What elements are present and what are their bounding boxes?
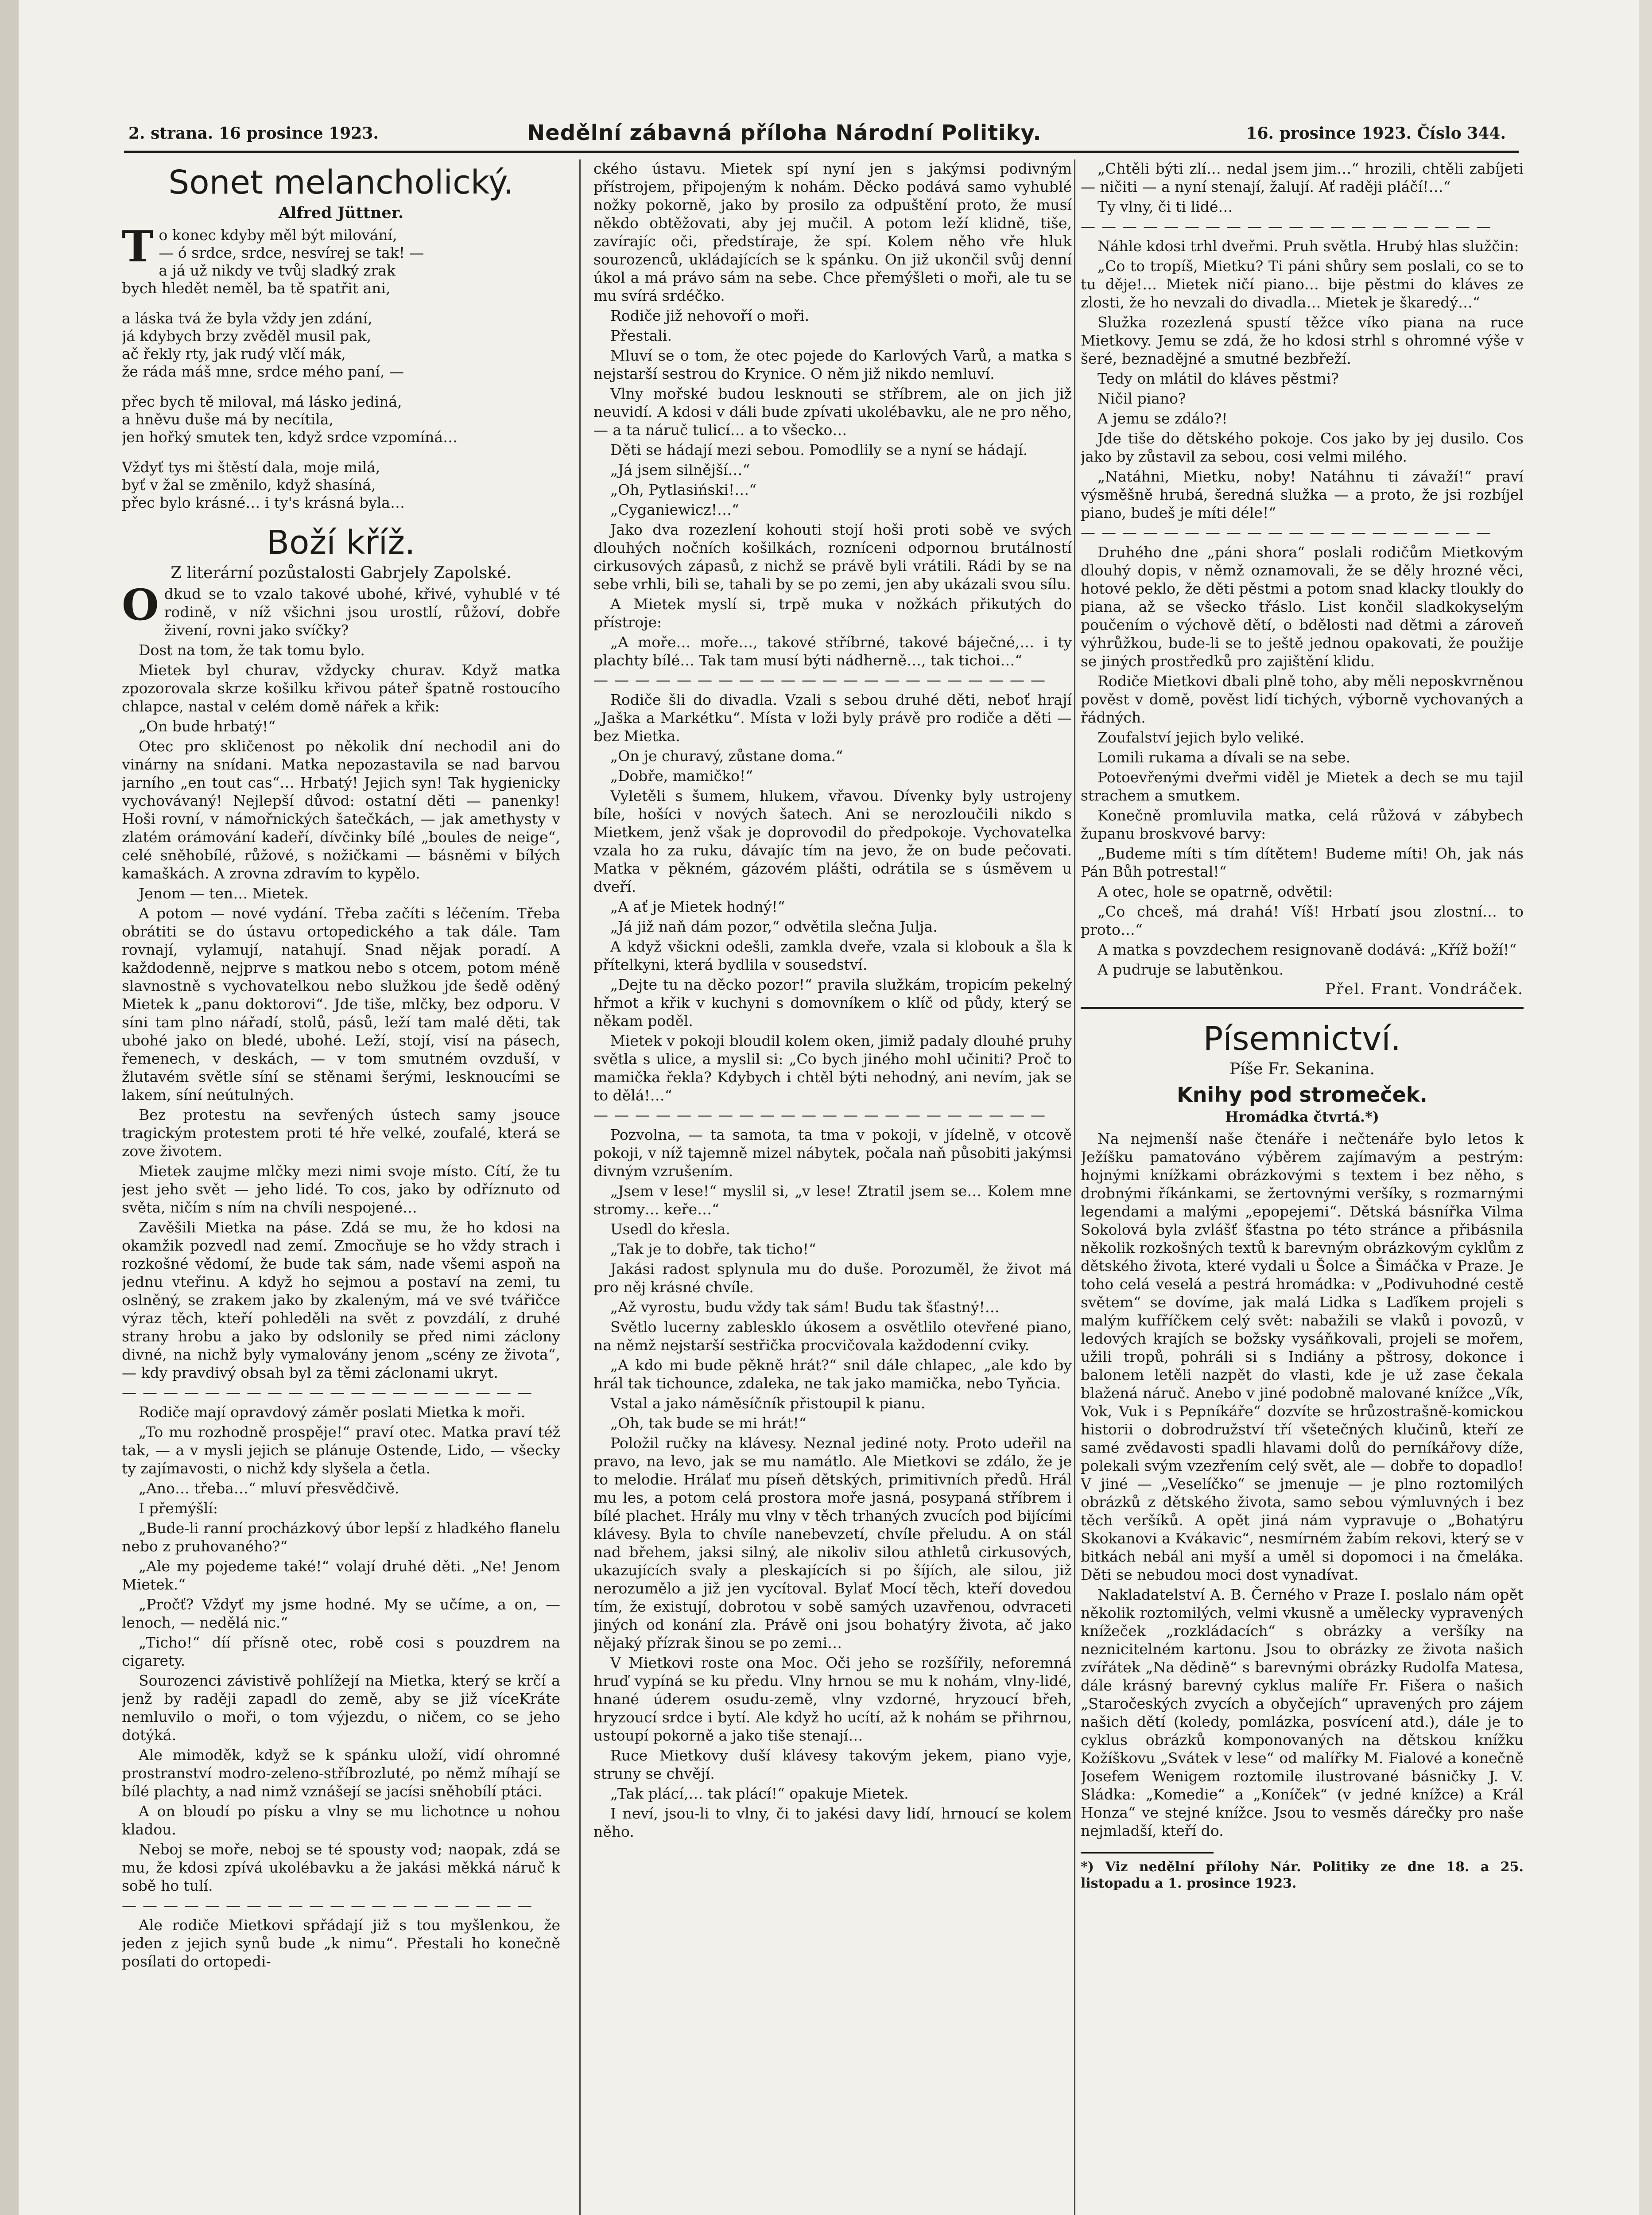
story-paragraph: I neví, jsou-li to vlny, či to jakési davy lidí, hrnoucí se kolem něho. [593,1805,1072,1840]
section-break: —————————————————————— [593,1106,1051,1123]
story-paragraph: A on bloudí po písku a vlny se mu lichotnce u nohou kladou. [122,1803,560,1838]
story-paragraph: Ničil piano? [1097,390,1186,407]
story-paragraph: Tedy on mlátil do kláves pěstmi? [1097,370,1339,387]
story-paragraph: Jako dva rozezlení kohouti stojí hoši proti sobě ve svých dlouhých nočních košilkách, rozníceni odpornou brutálností cirkusových zápasů, z nichž se právě byli vrátili. Rádi by se na sebe vrhli, bili se, tahali by se po zemi, jen aby ukázali svou sílu. [593,521,1072,593]
story-paragraph: Děti se hádají mezi sebou. Pomodlily se a nyní se hádají. [610,441,1028,459]
story-paragraph: Rodiče mají opravdový záměr poslati Mietka k moři. [139,1403,526,1421]
section-break: ———————————————————— [122,1383,538,1401]
section-break: ———————————————————— [122,1896,538,1914]
sonnet-body [122,222,560,512]
story-paragraph: Druhého dne „páni shora“ poslali rodičům Mietkovým dlouhý dopis, v němž oznamovali, že se děly hrozné věci, hotové peklo, že děti pěstmi a potom snad klacky tloukly do piana, až se všecko třáslo. List končil sladkokyselým poučením o výchově dětí, o bdělosti nad dětmi a zároveň výhrůžkou, bude-li se to ještě jednou opakovati, že použije se jiných prostředků pro zajištění klidu. [1081,544,1524,670]
story-paragraph: A potom — nové vydání. Třeba začíti s léčením. Třeba obrátiti se do ústavu ortopedického a tak dále. Tam rovnají, vylamují, natahují. Snad nějak poradí. A každodenně, nejprve s matkou nebo s otcem, potom méně slavnostně s vychovatelkou nebo služkou jde šedě oděný Mietek k „panu doktorovi“. Jde tiše, mlčky, bez odporu. V síni tam plno nářadí, stolů, pásů, leží tam malé děti, tak ubohé jako on bledé, ubohé. Leží, stojí, visí na pásech, řemenech, v deskách, — v tom smutném ovzduší, v žlutavém světle síní se stěnami šerými, lesknoucími se lakem, síní neútulných. [122,905,560,1104]
header-publication-title: Nedělní zábavná příloha Národní Politiky. [527,120,1042,145]
story-paragraph: „Pročť? Vždyť my jsme hodné. My se učíme, a on, — lenoch, — nedělá nic.“ [122,1596,560,1631]
sonnet-stanza: a láska tvá že byla vždy jen zdání, já kdybych brzy zvěděl musil pak, ač řekly rty, jak rudý vlčí mák, že ráda máš mne, srdce mého paní, — [122,310,404,380]
story-paragraph: Světlo lucerny zablesklo úkosem a osvětlilo otevřené piano, na němž nejstarší sestřička procvičovala každodenní cviky. [593,1318,1072,1354]
story-paragraph: Lomili rukama a dívali se na sebe. [1097,749,1351,766]
story-paragraph: V Mietkovi roste ona Moc. Oči jeho se rozšířily, neforemná hruď vypíná se ku předu. Vlny hrnou se mu k nohám, vlny-lidé, hnané úderem osudu-země, vlny vzdorné, hryzoucí břeh, hryzoucí srdce i bytí. Ale když ho ucítí, až k nohám se přihrnou, ustoupí pokorně a jako tiše stenají… [593,1654,1072,1744]
sonnet-stanza: přec bych tě miloval, má lásko jediná, a hněvu duše má by necítila, jen hořký smutek ten, když srdce vzpomíná… [122,393,458,446]
story-paragraph: Rodiče již nehovoří o moři. [610,307,810,324]
section-break: —————————————————————— [593,671,1051,688]
story-dropcap: O [122,580,159,630]
story-paragraph: Otec pro skličenost po několik dní nechodil ani do vinárny na snídani. Matka nepozastavila se nad barvou jarního „en tout cas“… Hrbatý! Jejich syn! Tak hygienicky vychovávaný! Nejlepší důvod: ostatní děti — panenky! Hoši rovní, v námořnických šatečkách, — jak amethysty v zlatém orámování kadeří, dívčinky bílé „boules de neige“, celé sněhobílé, růžové, s nožičkami — básněmi v bílých kamaškách. A zrovna zdravím to kypělo. [122,738,560,882]
story-paragraph: Mluví se o tom, že otec pojede do Karlových Varů, a matka s nejstarší sestrou do Krynice. O něm již nikdo nemluví. [593,347,1072,382]
story-paragraph: Ale rodiče Mietkovi spřádají již s tou myšlenkou, že jeden z jejich synů bude „k nimu“. Přestali ho konečně posílati do ortopedi- [122,1916,560,1970]
story-paragraph: „Tak plácí,… tak plácí!“ opakuje Mietek. [610,1785,909,1802]
story-paragraph: „Ticho!“ díí přísně otec, robě cosi s pouzdrem na cigarety. [122,1634,560,1669]
section-break: ———————————————————— [1081,524,1497,541]
story-paragraph: A otec, hole se opatrně, odvětil: [1097,883,1333,900]
story-paragraph: „Tak je to dobře, tak ticho!“ [610,1240,816,1258]
literature-paragraph: Nakladatelství A. B. Černého v Praze I. poslalo nám opět několik roztomilých, velmi vkusně a umělecky vypravených knížeček „rozkládacích“ s obrázky a veršíky na neznicitelném kartonu. Jsou to obrázky ze života našich zvířátek „Na dědině“ s barevnými obrázky Rudolfa Matesa, dále krásný barevný cyklus malíře Fr. Fišera o našich „Staročeských zvycích a obyčejích“ upravených pro zájem našich dětí (koledy, pomlázka, posvícení atd.), dále je to cyklus obrázků komponovaných na dětskou knížku Kožíškovu „Svátek v lese“ od malířky M. Fialové a konečně Josefem Wenigem roztomile ilustrované básničky J. V. Sládka: „Komedie“ a „Koníček“ (v jedné knížce) a Král Honza“ ve stejné knížce. Jsou to vesměs dárečky pro naše nejmladší, kteří do. [1081,1586,1524,1839]
scan-edge-left [0,0,19,2215]
literature-author: Píše Fr. Sekanina. [1229,1060,1375,1078]
section-rule [1081,1007,1524,1009]
story-paragraph: Ty vlny, či ti lidé… [1097,198,1233,215]
story-paragraph: Mietek zaujme mlčky mezi nimi svoje místo. Cítí, že tu jest jeho svět — jeho lidé. To cos, jako by odříznuto od světa, ničím s ním na chvíli nespojené… [122,1162,560,1216]
story-source: Z literární pozůstalosti Gabrjely Zapolské. [171,564,512,582]
story-paragraph: Služka rozezlená spustí těžce víko piana na ruce Mietkovy. Jemu se zdá, že ho kdosi strhl s ohromné výše v šeré, beznadějné a smutné bezbřeží. [1081,314,1524,367]
story-paragraph: Jde tiše do dětského pokoje. Cos jako by jej dusilo. Cos jako by zůstavil za sebou, cosi velmi milého. [1081,430,1524,465]
scan-edge-right [1639,0,1652,2215]
story-paragraph: Vlny mořské budou lesknouti se stříbrem, ale on jich již neuvidí. A kdosi v dáli bude zpívati ukolébavku, ale ne pro něho, — a ta náruč tulicí… a to všecko… [593,385,1072,439]
story-paragraph: A matka s povzdechem resignovaně dodává: „Kříž boží!“ [1097,941,1517,958]
story-paragraph: „Oh, Pytlasiński!…“ [610,481,757,498]
story-paragraph: „Dejte tu na děcko pozor!“ pravila služkám, tropicím pekelný hřmot a křik v kuchyni s domovníkem o klíč od půdy, který se někam poděl. [593,976,1072,1030]
column-2 [593,159,1072,2215]
story-paragraph: „A kdo mi bude pěkně hrát?“ snil dále chlapec, „ale kdo by hrál tak tichounce, zdaleka, ne tak jako mamička, nebo Tyňcia. [593,1356,1072,1392]
story-paragraph: Mietek byl churav, vždycky churav. Když matka zpozorovala skrze košilku křivou páteř špatně rostoucího chlapce, nastal v celém domě nářek a křik: [122,661,560,715]
sonnet-dropcap: T [122,222,154,272]
story-paragraph: „Oh, tak bude se mi hrát!“ [610,1414,807,1432]
header-issue-info: 16. prosince 1923. Číslo 344. [1246,124,1506,143]
column-divider [579,159,581,2215]
sonnet-author: Alfred Jüttner. [278,204,404,222]
story-paragraph: „Natáhni, Mietku, noby! Natáhnu ti závaží!“ praví výsměšně hrubá, šeredná služka — a proto, že jsi rozbíjel piano, budeš je míti déle!“ [1081,468,1524,521]
story-paragraph: Potoevřenými dveřmi viděl je Mietek a dech se mu tajil strachem a smutkem. [1081,769,1524,804]
story-paragraph: Zavěšili Mietka na páse. Zdá se mu, že ho kdosi na okamžik pozvedl nad zemí. Zmocňuje se ho vždy strach i rozkošné vědomí, že bude tak sám, nade všemi aspoň na jednu vteřinu. A když ho sejmou a postaví na zemi, tu oslněný, se zrakem jako by zkaleným, má ve své tvářičce výraz těch, kteří pohleděli na svět z povzdálí, z druhé strany hrobu a jako by odslonily se před nimi záclony divné, na nichž byly vymalovány jenom „scény ze života“, — kdy pravdivý obsah byl za těmi záclonami ukryt. [122,1219,560,1381]
story-paragraph: Vstal a jako náměsíčník přistoupil k pianu. [610,1395,926,1412]
story-paragraph: „To mu rozhodně prospěje!“ praví otec. Matka praví též tak, — a v mysli jejich se plánuje Ostende, Lido, — všecky ty zajímavosti, o nichž kdy slyšela a četla. [122,1423,560,1477]
story-paragraph: Přestali. [610,327,672,344]
story-paragraph: I přemýšlí: [139,1500,218,1517]
literature-subheading: Hromádka čtvrtá.*) [1225,1108,1379,1125]
literature-paragraph: Na nejmenší naše čtenáře i nečtenáře bylo letos k Ježíšku pamatováno výběrem zajímavým a pestrým: hojnými knížkami obrázkovými s textem i bez něho, s drobnými říkánkami, se žertovnými veršíky, s rozmarnými legendami a malými „epopejemi“. Dětská básnířka Vilma Sokolová byla zvlášť šťastna po této stránce a přibásnila několik rozkošných textů k barevným obrázkovým cyklům z dětského života, které vydali u Šolce a Šimáčka v Praze. Je toho celá veselá a pestrá hromádka: v „Podivuhodné cestě světem“ se dovíme, jak malá Lidka s Laďíkem projeli s malým kufříčkem celý svět: nabažili se vlaků i povozů, v ledových krajích se božsky vysáňkovali, projeli se mořem, užili tropů, pohráli si s Indiány a pštrosy, dokonce i balonem letěli nazpět do vlasti, kde je už zase čekala blažená náruč. Anebo v jiné podobně malované knížce „Vík, Vok, Vuk i s Pepníkáře“ dozvíte se hrůzostrašně-komickou historii o dobrodružství tří všetečných klučinů, kteří ze samé zvědavosti spadli hlavami dolů do perníkářovy díže, polekali svým vzezřením celý svět, ale — dobře to dopadlo! V jiné — „Veselíčko“ se jmenuje — je plno roztomilých obrázků z dětského života, samo sebou výmluvných i bez těch veršíků. A opět jiná nám vypravuje o „Bohatýru Skokanovi a Kvákavic“, nesmírném žabím rekovi, který se v bitkách nebál ani myší a uměl si dopomoci i na čmeláka. Děti se nebudou moci dost vynadívat. [1081,1130,1524,1583]
story-paragraph: Ale mimoděk, když se k spánku uloží, vidí ohromné prostranství modro-zeleno-stříbrozluté, po němž míhají se bílé plachty, a nad nimž vznášejí se jacísi sněhobílí ptáci. [122,1746,560,1800]
story-paragraph: Rodiče Mietkovi dbali plně toho, aby měli neposkvrněnou pověst v domě, pověst lidí tichých, výborně vychovaných a řádných. [1081,672,1524,726]
story-title: Boží kříž. [267,524,415,562]
story-paragraph: Rodiče šli do divadla. Vzali s sebou druhé děti, neboť hrají „Jaška a Markétku“. Místa v loži byly právě pro rodiče a děti — bez Mietka. [593,691,1072,745]
story-paragraph: Mietek v pokoji bloudil kolem oken, jimiž padaly dlouhé pruhy světla s ulice, a myslil si: „Co bych jiného mohl učiniti? Proč to mamička řekla? Kdybych i chtěl býti nehodný, ani nevím, jak se to dělá!…“ [593,1032,1072,1104]
story-paragraph: „Ale my pojedeme také!“ volají druhé děti. „Ne! Jenom Mietek.“ [122,1558,560,1593]
story-paragraph: „Cyganiewicz!…“ [610,501,739,518]
story-paragraph: Vyletěli s šumem, hlukem, vřavou. Dívenky byly ustrojeny bíle, hošíci v nových šatech. Ani se nerozloučili nikdo s Mietkem, jenž však je doprovodil do předpokoje. Vychovatelka vzala ho za ruku, dávajíc tím na jevo, že on bude pečovati. Matka v pěkném, gázovém plášti, odrátila se s úsměvem u dveří. [593,787,1072,895]
story-paragraph: A pudruje se labutěnkou. [1097,961,1284,978]
story-paragraph: „Co chceš, má drahá! Víš! Hrbatí jsou zlostní… to proto…“ [1081,903,1524,938]
literature-heading: Knihy pod stromeček. [1177,1083,1427,1107]
story-paragraph: Usedl do křesla. [610,1220,730,1238]
translator-credit: Přel. Frant. Vondráček. [1325,980,1524,998]
story-paragraph: Ruce Mietkovy duší klávesy takovým jekem, piano vyje, struny se chvějí. [593,1747,1072,1782]
story-paragraph: A když všickni odešli, zamkla dveře, vzala si klobouk a šla k přítelkyni, která bydlila v sousedství. [593,938,1072,973]
story-paragraph: „On je churavý, zůstane doma.“ [610,747,843,765]
story-paragraph: Konečně promluvila matka, celá růžová v zábybech županu broskvové barvy: [1081,807,1524,842]
column-divider [1074,159,1075,2215]
story-paragraph: „A moře… moře…, takové stříbrné, takové báječné,… i ty plachty bílé… Tak tam musí býti nádherně…, tak tichoi…“ [593,633,1072,669]
story-paragraph: Náhle kdosi trhl dveřmi. Pruh světla. Hrubý hlas služčin: [1097,237,1519,255]
story-paragraph: „Ano… třeba…“ mluví přesvědčivě. [139,1480,399,1497]
sonnet-stanza: Vždyť tys mi štěstí dala, moje milá, byť v žal se změnilo, když shasíná, přec bylo krásné… i ty's krásná byla… [122,459,405,511]
story-paragraph: „Bude-li ranní procházkový úbor lepší z hladkého flanelu nebo z pruhovaného?“ [122,1519,560,1555]
story-paragraph: ckého ústavu. Mietek spí nyní jen s jakýmsi podivným přístrojem, připojeným k nohám. Děcko podává samo vyhublé nožky pokorně, jako by prosilo za odpuštění proto, že musí někdo obtěžovati, aby jej mučil. A potom leží klidně, tiše, zavírajíc oči, předstíraje, že spí. Kolem něho vře hluk sourozenců, ukládajících se k spánku. On již ukončil svůj denní úkol a má právo sám na sebe. Chce přemýšleti o moři, ale tu se mu svírá srdéčko. [593,160,1072,304]
story-paragraph: „Budeme míti s tím dítětem! Budeme míti! Oh, jak nás Pán Bůh potrestal!“ [1081,845,1524,880]
story-paragraph: Odkud se to vzalo takové ubohé, křivé, vyhublé v té rodině, v níž všichni jsou urostlí, růžoví, dobře živení, rovni jako svíčky? [122,580,560,639]
story-paragraph: Bez protestu na sevřených ústech samy jsouce tragickým protestem proti té hře velké, zoufalé, která se zove životem. [122,1106,560,1160]
header-page-info: 2. strana. 16 prosince 1923. [128,124,379,143]
sonnet-stanza: o konec kdyby měl být milování, — ó srdce, srdce, nesvírej se tak! — a já už nikdy ve tvůj sladký zrak bych hledět neměl, ba tě spatřit ani, [122,226,424,297]
story-paragraph: „Dobře, mamičko!“ [610,767,753,785]
story-paragraph: „Až vyrostu, budu vždy tak sám! Budu tak šťastný!… [610,1298,1000,1316]
footnote-rule [1081,1852,1214,1854]
story-paragraph: „A ať je Mietek hodný!“ [610,898,785,915]
story-paragraph: Jakási radost splynula mu do duše. Porozuměl, že život má pro něj krásné chvíle. [593,1260,1072,1296]
story-paragraph: Pozvolna, — ta samota, ta tma v pokoji, v jídelně, v otcově pokoji, v níž tajemně mizel nábytek, počala naň působiti jakýmsi divným vzrušením. [593,1126,1072,1180]
story-paragraph: A jemu se zdálo?! [1097,410,1228,427]
story-paragraph: „Já již naň dám pozor,“ odvětila slečna Julja. [610,918,938,935]
sonnet-title: Sonet melancholický. [168,163,514,202]
story-paragraph: „Já jsem silnější…“ [610,461,750,478]
story-paragraph: „Co to tropíš, Mietku? Ti páni shůry sem poslali, co se to tu děje!… Mietek ničí piano… bije pěstmi do kláves ze zlosti, že ho nevzali do divadla… Mietek je škaredý…“ [1081,257,1524,311]
story-paragraph: Neboj se moře, neboj se té spousty vod; naopak, zdá se mu, že kdosi zpívá ukolébavku a že jakási měkká náruč k sobě ho tulí. [122,1841,560,1894]
column-1 [122,159,560,2215]
story-paragraph: Sourozenci závistivě pohlížejí na Mietka, který se krčí a jenž by raději zapadl do země, aby se již víceKráte nemluvilo o moři, o tom výjezdu, o ničem, co se jeho dotýká. [122,1672,560,1744]
header-rule [124,151,1519,153]
story-paragraph: „On bude hrbatý!“ [139,718,276,735]
story-paragraph: A Mietek myslí si, trpě muka v nožkách přikutých do přístroje: [593,595,1072,631]
story-paragraph: Položil ručky na klávesy. Neznal jediné noty. Proto udeřil na pravo, na levo, jak se mu namátlo. Ale Mietkovi se zdálo, že je to melodie. Hrálať mu píseň dětských, primitivních předů. Hrál mu les, a potom celá prostora moře jasná, posypaná stříbrem i bílé plachet. Hrály mu vlny v těch trhaných zvucích pod bijícími klávesy. Byla to chvíle nanebevzetí, chvíle přeludu. A on stál nad břehem, jaksi silný, ale nikoliv silou athletů cirkusových, ukazujících svaly a pleskajících si po šíjích, ale silou, již nerozumělo a již jen vycítoval. Bylať Mocí těch, kteří dovedou tím, že existují, dobrotou v sobě samých uzavřenou, odvraceti jiných od konání zla. Právě oni jsou bohatýry života, ač jako nějaký přízrak šinou se po zemi… [593,1434,1072,1652]
footnote: *) Viz nedělní přílohy Nár. Politiky ze dne 18. a 25. listopadu a 1. prosince 1923. [1081,1859,1524,1891]
literature-title: Písemnictví. [1203,1020,1401,1058]
section-break: ———————————————————— [1081,218,1497,235]
story-paragraph: Jenom — ten… Mietek. [139,885,309,902]
column-3 [1081,159,1524,2215]
story-paragraph: „Chtěli býti zlí… nedal jsem jim…“ hrozili, chtěli zabíjeti — ničiti — a nyní stenají, žalují. Ať raději pláčí!…“ [1081,160,1524,195]
story-paragraph: Dost na tom, že tak tomu bylo. [139,641,365,659]
story-paragraph: Zoufalství jejich bylo veliké. [1097,729,1305,746]
story-paragraph: „Jsem v lese!“ myslil si, „v lese! Ztratil jsem se… Kolem mne stromy… keře…“ [593,1182,1072,1218]
